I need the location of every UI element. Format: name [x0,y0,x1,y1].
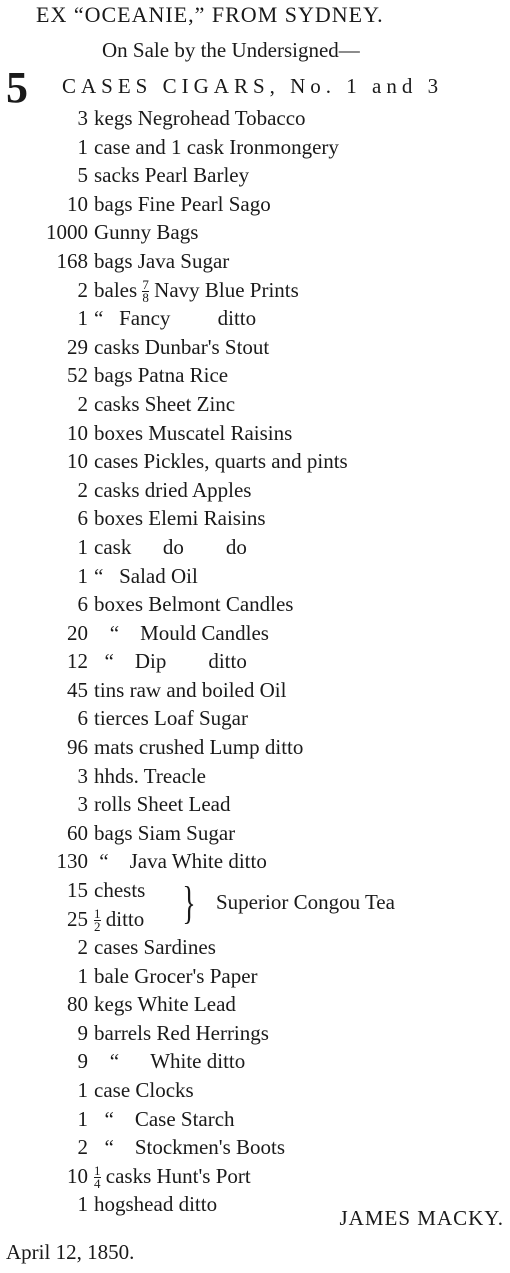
item-description-text: cases Sardines [94,935,216,960]
list-item [0,619,510,648]
list-item [0,1076,510,1105]
item-quantity: 2 [77,391,88,416]
fraction-numerator: 1 [94,1163,101,1179]
item-description-text: bags Patna Rice [94,363,229,388]
item-description-text: cases Pickles, quarts and pints [94,449,348,474]
item-description-text: kegs White Lead [94,992,236,1017]
item-quantity: 1 [77,1078,88,1102]
item-quantity: 1 [77,1192,88,1217]
item-description [94,619,269,648]
item-quantity: 52 [67,363,88,388]
item-description [94,419,292,448]
list-item [0,419,510,448]
list-item [0,361,510,390]
lead-quantity: 5 [6,63,28,112]
item-description-text: rolls Sheet Lead [94,792,231,817]
item-description-text: boxes Muscatel Raisins [94,420,293,445]
item-description [94,104,306,133]
item-description-text: casks dried Apples [94,477,252,502]
item-quantity: 6 [77,592,88,617]
item-description-text: tins raw and boiled Oil [94,677,287,702]
item-quantity: 2 [77,935,88,960]
item-description-text: ditto [105,906,145,931]
item-description-text: bale Grocer's Paper [94,963,258,988]
fraction-numerator: 1 [94,906,101,922]
item-quantity: 1 [77,1106,88,1131]
brace-icon: } [182,877,196,929]
fraction-denominator: 2 [94,919,101,935]
item-description [94,1190,217,1219]
item-description [94,676,286,705]
subheadline: On Sale by the Undersigned— [102,38,360,62]
headline: EX “OCEANIE,” FROM SYDNEY. [36,2,384,27]
list-item [0,990,510,1019]
item-description-text: casks Dunbar's Stout [94,334,270,359]
list-item [0,1162,510,1191]
item-description-text: sacks Pearl Barley [94,163,250,188]
item-description-text: case Clocks [94,1078,194,1102]
lead-description-text: CASES CIGARS, No. 1 and 3 [62,74,444,98]
item-description [94,876,145,905]
list-item [0,762,510,791]
item-description [94,847,267,876]
item-description [94,590,293,619]
item-quantity: 168 [56,248,88,273]
item-quantity: 9 [77,1020,88,1045]
item-description-text: hogshead ditto [94,1192,218,1217]
list-item [0,933,510,962]
list-item [0,533,510,562]
item-description-text: bags Siam Sugar [94,820,236,845]
item-description-text: “ Java White ditto [94,849,267,874]
item-description [94,933,216,962]
item-quantity: 130 [56,849,88,874]
list-item [0,247,510,276]
item-description [94,161,249,190]
list-item [0,562,510,591]
item-description-text: hhds. Treacle [94,763,206,788]
item-quantity: 1 [77,963,88,988]
item-description-text: chests [94,878,146,903]
list-item [0,161,510,190]
item-description [94,1105,235,1134]
item-description-text: barrels Red Herrings [94,1020,269,1045]
item-quantity: 60 [67,820,88,845]
item-quantity: 25 [67,906,88,931]
list-item [0,133,510,162]
fraction [142,279,149,304]
item-description-text: Navy Blue Prints [154,277,299,302]
list-item [0,190,510,219]
item-description-text: case and 1 cask Ironmongery [94,134,339,159]
item-description-text: “ Mould Candles [94,620,269,645]
item-quantity: 15 [67,878,88,903]
list-item [0,218,510,247]
item-description-text: kegs Negrohead Tobacco [94,106,306,130]
item-description [94,1133,285,1162]
list-item [0,733,510,762]
item-quantity: 6 [77,706,88,731]
item-quantity: 1000 [46,220,88,245]
item-description [94,304,256,333]
item-description-text: “ Case Starch [94,1106,235,1131]
item-description [94,190,271,219]
item-quantity: 1 [77,306,88,331]
list-item [0,104,510,133]
item-quantity: 1 [77,134,88,159]
item-description-text: bags Fine Pearl Sago [94,191,271,216]
item-description-text: tierces Loaf Sugar [94,706,248,731]
item-description [94,647,247,676]
list-item [0,819,510,848]
merchant-signature: JAMES MACKY. [339,1206,504,1230]
tea-group [0,876,510,933]
item-quantity: 6 [77,506,88,531]
item-quantity: 1 [77,563,88,588]
item-description [94,704,248,733]
item-description [94,905,144,934]
list-item [0,590,510,619]
item-quantity: 2 [77,277,88,302]
item-quantity: 20 [67,620,88,645]
list-item [0,676,510,705]
item-description [94,447,348,476]
fraction-denominator: 8 [142,290,149,306]
item-description [94,218,198,247]
item-quantity: 3 [77,763,88,788]
list-item [0,476,510,505]
item-description [94,1047,245,1076]
item-quantity: 9 [77,1049,88,1074]
item-description-text: “ Fancy ditto [94,306,257,331]
item-description [94,247,229,276]
item-quantity: 5 [77,163,88,188]
fraction-numerator: 7 [142,277,149,293]
item-description [94,962,258,991]
item-description [94,733,303,762]
item-description [94,790,230,819]
item-quantity: 96 [67,735,88,760]
item-description-text: casks Hunt's Port [105,1163,251,1188]
list-item [0,962,510,991]
lead-description [62,74,443,99]
item-quantity: 10 [67,420,88,445]
item-description-text: “ Stockmen's Boots [94,1135,286,1160]
item-description [94,133,339,162]
list-item [0,704,510,733]
item-description [94,562,198,591]
list-item [0,504,510,533]
list-item [0,333,510,362]
list-item [0,1133,510,1162]
item-description-text: Gunny Bags [94,220,199,245]
item-description-text: “ Dip ditto [94,649,247,674]
item-quantity: 45 [67,677,88,702]
date-line: April 12, 1850. [6,1240,135,1264]
item-quantity: 1 [77,534,88,559]
item-description [94,533,247,562]
item-quantity: 12 [67,649,88,674]
item-description [94,1162,251,1191]
item-description [94,476,251,505]
item-quantity: 10 [67,1163,88,1188]
item-description-text: boxes Belmont Candles [94,592,294,617]
list-item [0,790,510,819]
item-description-text: bales [94,277,138,302]
item-quantity: 80 [67,992,88,1017]
item-quantity: 10 [67,449,88,474]
item-description-text: “ White ditto [94,1049,246,1074]
list-item [0,1019,510,1048]
item-description-text: boxes Elemi Raisins [94,506,266,531]
list-item [0,647,510,676]
item-description [94,1019,269,1048]
item-quantity: 29 [67,334,88,359]
item-description [94,504,266,533]
item-quantity: 2 [77,477,88,502]
item-description [94,990,236,1019]
list-item [0,390,510,419]
item-description-text: casks Sheet Zinc [94,391,236,416]
item-description [94,390,235,419]
item-description-text: “ Salad Oil [94,563,198,588]
item-description [94,819,235,848]
list-item [0,304,510,333]
item-description-text: cask do do [94,534,247,559]
item-quantity: 10 [67,191,88,216]
item-description [94,276,299,305]
list-item [0,276,510,305]
tea-group-label: Superior Congou Tea [216,890,395,915]
list-item [0,847,510,876]
list-item [0,1105,510,1134]
list-item [0,1047,510,1076]
item-description-text: mats crushed Lump ditto [94,735,304,760]
fraction [94,908,101,933]
fraction-denominator: 4 [94,1176,101,1192]
item-quantity: 2 [77,1135,88,1160]
item-quantity: 3 [77,792,88,817]
item-description [94,762,206,791]
item-description [94,333,269,362]
fraction [94,1165,101,1190]
item-description [94,1076,194,1105]
list-item [0,447,510,476]
item-quantity: 3 [77,106,88,130]
item-description-text: bags Java Sugar [94,248,230,273]
item-description [94,361,228,390]
item-list [0,104,510,1219]
